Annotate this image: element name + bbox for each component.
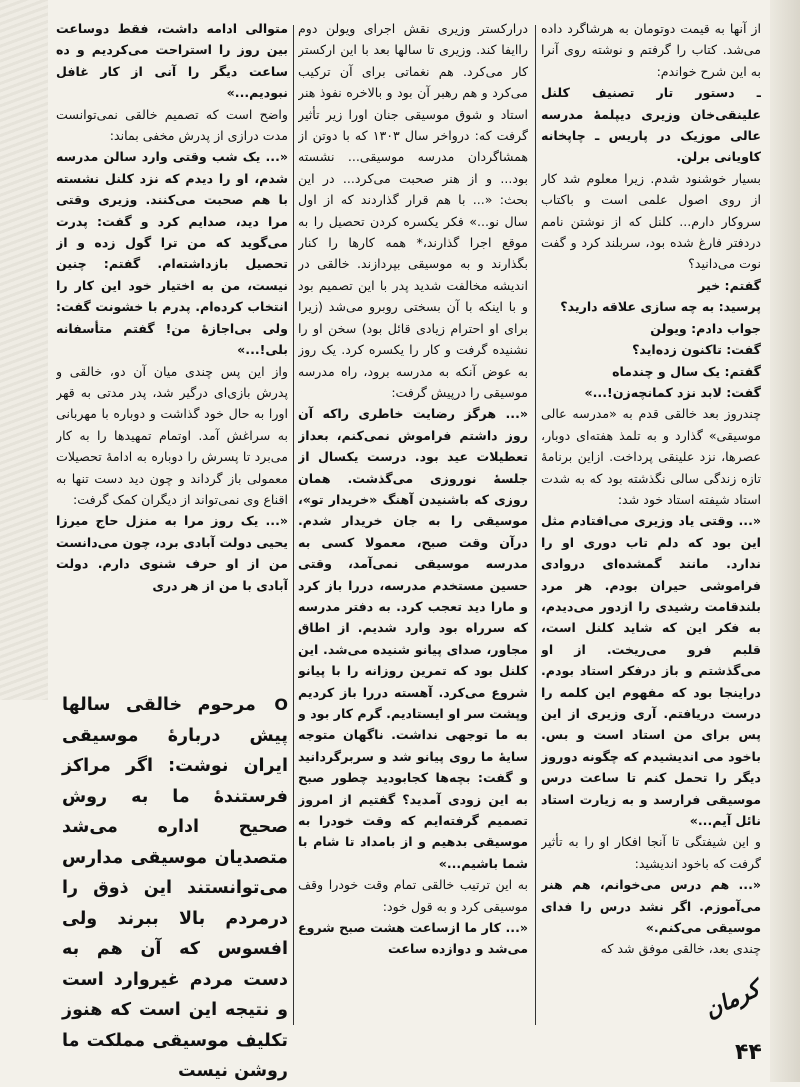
paragraph: واز این پس چندی میان آن دو، خالقی و پدرش بازی‌ای درگیر شد، پدر مدتی به قهر اورا به حال خود گذاشت و دوباره با مهربانی به سراغش آمد. اوتمام تمهیدها را به کار می‌برد تا پسرش را دوباره به ادامهٔ تحصیلات معمولی باز گرداند و چون دید دست تنها به اقناع وی نمی‌تواند از دیگران کمک گرفت: — [56, 363, 288, 507]
paragraph: پرسید: به چه سازی علاقه دارید؟ — [560, 299, 761, 315]
paragraph: متوالی ادامه داشت، فقط دوساعت بین روز را استراحت می‌کردیم و ده ساعت دیگر را آنی از کار غافل نبودیم...» — [56, 21, 288, 101]
column-left — [56, 18, 288, 678]
pull-quote — [62, 690, 288, 1087]
paragraph: واضح است که تصمیم خالقی نمی‌توانست مدت درازی از پدرش مخفی بماند: — [56, 106, 288, 144]
paragraph: گفتم: خیر — [698, 277, 761, 293]
paragraph: «... یک شب وقتی وارد سالن مدرسه شدم، او را دیدم که نزد کلنل نشسته با هم صحبت می‌کنند. وزیری وقتی مرا دید، صدایم کرد و گفت: پدرت می‌گوید که من ترا گول زده و از تحصیل بازداشته‌ام. گفتم: چنین نیست، من به اختیار خود این کار را انتخاب کرده‌ام. پدرم با خشونت گفت: ولی بی‌اجازهٔ من! گفتم متأسفانه بلی!...» — [56, 149, 288, 358]
paragraph: ـ دستور تار تصنیف کلنل علینقی‌خان وزیری دیپلمهٔ مدرسه عالی موزیک در پاریس ـ چاپخانه کاویانی برلن. — [541, 85, 761, 165]
paragraph: «... یک روز مرا به منزل حاج میرزا یحیی دولت آبادی برد، چون می‌دانست من از او حرف شنوی دارم. دولت آبادی با من از هر دری — [56, 513, 288, 593]
paragraph: گفت: تاکنون زده‌اید؟ — [632, 342, 761, 358]
paragraph: به این ترتیب خالقی تمام وقت خودرا وقف موسیقی کرد و به قول خود: — [298, 877, 528, 914]
magazine-logo: کرمان — [700, 975, 764, 1024]
bullet-circle-icon: O — [274, 695, 288, 714]
column-divider — [535, 25, 536, 1025]
paragraph: از آنها به قیمت دوتومان به هرشاگرد داده می‌شد. کتاب را گرفتم و نوشته روی آنرا به این شرح خواندم: — [541, 21, 761, 79]
paragraph: «... هرگز رضایت خاطری راکه آن روز داشتم فراموش نمی‌کنم، بعداز تعطیلات عید بود. درست یکسال از جلسهٔ نوروزی می‌گذشت. همان روزی که باشنیدن آهنگ «خریدار تو»، موسیقی را به جان خریدار شدم. درآن وقت صبح، معمولا کسی به مدرسه موسیقی نمی‌آمد، وقتی حسین مستخدم مدرسه، دررا باز کرد و مارا دید تعجب کرد. به دفتر مدرسه که سرراه بود وارد شدیم. از اطاق مجاور، صدای پیانو شنیده می‌شد. این کلنل بود که تمرین روزانه را با پیانو شروع می‌کرد. آهسته دررا باز کردیم وپشت سر او ایستادیم. گرم کار بود و به ما توجهی نداشت. ناگهان متوجه سایهٔ ما روی پیانو شد و سربرگردانید و گفت: بچه‌ها کجابودید چطور صبح به این زودی آمدید؟ گفتیم از امروز تصمیم گرفته‌ایم که وقت خودرا به موسیقی بدهیم و از بامداد تا شام با شما باشیم...» — [298, 406, 528, 871]
page-number: ۴۴ — [735, 1040, 762, 1065]
paragraph: و این شیفتگی تا آنجا افکار او را به تأثیر گرفت که باخود اندیشید: — [541, 834, 761, 871]
column-right — [541, 18, 761, 1028]
column-divider — [293, 25, 294, 1025]
paragraph: گفتم: یک سال و چندماه — [612, 363, 761, 379]
paragraph: جواب دادم: ویولن — [650, 320, 761, 336]
paragraph: «... وقتی یاد وزیری می‌افتادم مثل این بود که دلم تاب دوری او را ندارد. مانند گمشده‌ای دروادی فراموشی حیران بودم. هر مرد بلندقامت رشیدی را ازدور می‌دیدم، به فکر این که شاید کلنل است، قلبم فرو می‌ریخت. از او می‌گذشتم و باز درفکر استاد بودم. دراینجا بود که مفهوم این کلمه را درست دریافتم. آری وزیری از این پس برای من استاد است و بس. باخود می اندیشیدم که چگونه دوروز دیگر را تحمل کنم تا ساعت درس موسیقی فرارسد و به زیارت استاد نائل آیم...» — [541, 513, 761, 829]
paragraph: گفت: لابد نزد کمانچه‌زن!...» — [584, 384, 761, 400]
paragraph: «... هم درس می‌خوانم، هم هنر می‌آموزم. اگر نشد درس را فدای موسیقی می‌کنم.» — [541, 877, 761, 936]
pull-quote-text: مرحوم خالقی سالها پیش دربارهٔ موسیقی ایران نوشت: اگر مراکز فرستندهٔ ما به روش صحیح اداره می‌شد متصدیان موسیقی مدارس می‌توانستند این ذوق را درمردم بالا ببرند ولی افسوس که آن هم به دست مردم غیروارد است و نتیجه این است که هنوز تکلیف موسیقی مملکت ما روشن نیست — [62, 695, 288, 1081]
left-background-texture — [0, 0, 48, 700]
paragraph: «... کار ما ازساعت هشت صبح شروع می‌شد و دوازده ساعت — [298, 920, 528, 957]
paragraph: چندروز بعد خالقی قدم به «مدرسه عالی موسیقی» گذارد و به تلمذ هفته‌ای دوبار، عصرها، نزد علینقی پرداخت. ازاین برنامهٔ تازه زندگی سالی نگذشته بود که به شدت استاد شیفته استاد خود شد: — [541, 406, 761, 507]
column-middle — [298, 18, 528, 1038]
paragraph: بسیار خوشنود شدم. زیرا معلوم شد کار از روی اصول علمی است و باکتاب سروکار دارم... کلنل که از نوشتن نامم دردفتر فارغ شده بود، سربلند کرد و گفت نوت می‌دانید؟ — [541, 170, 761, 272]
paragraph: درارکستر وزیری نقش اجرای ویولن دوم راایفا کند. وزیری تا سالها بعد با این ارکستر کار می‌کرد. هم نغماتی برای آن ترکیب می‌کرد و هم رهبر آن بود و بالاخره نفوذ هنر استاد و شوق موسیقی جنان اورا زیر تأثیر گرفت که: درواخر سال ۱۳۰۳ که با دوتن از همشاگردان مدرسه موسیقی... نشسته بود... و از هنر صحبت می‌کرد... در این بحث: «... با هم قرار گذاردند که از اول سال نو...» فکر یکسره کردن تحصیل را به موقع اجرا گذارند،* همه کارها را کنار بگذارند و به موسیقی بپردازند. خالقی در اندیشه مخالفت شدید پدر با این تصمیم بود و با اینکه با آن بسختی روبرو می‌شد (زیرا برای او احترام زیادی قائل بود) سخن او را نشنیده گرفت و کار را یکسره کرد. یک روز به عوض آنکه به مدرسه برود، راه مدرسه موسیقی را درپیش گرفت: — [298, 21, 528, 400]
paragraph: چندی بعد، خالقی موفق شد که — [600, 941, 761, 957]
right-page-edge — [770, 0, 800, 1082]
